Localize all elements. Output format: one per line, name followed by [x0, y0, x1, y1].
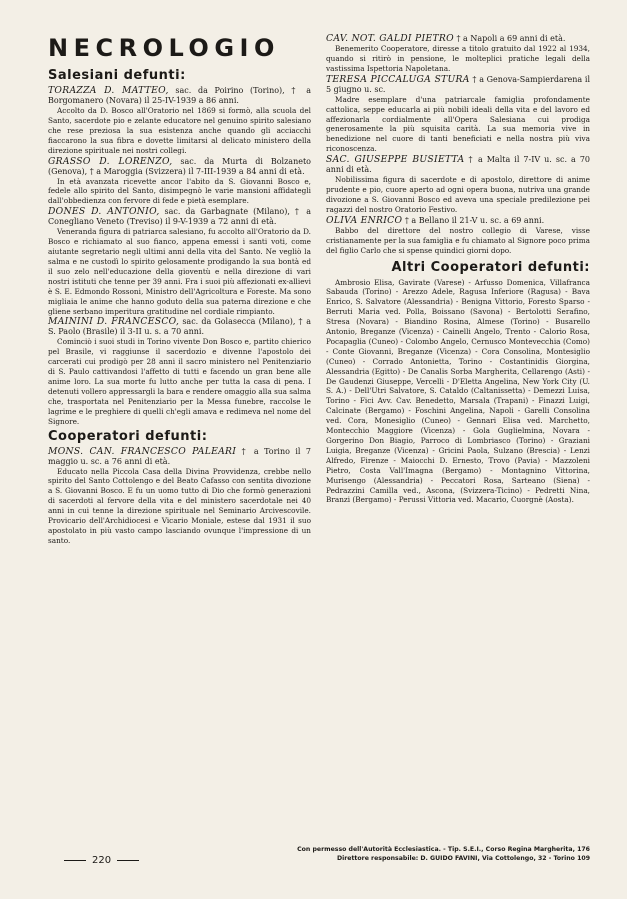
obituary-dates: sac. da Garbagnate (Milano), † a Conegliano Veneto (Treviso) il 9-V-1939 a 72 anni di età. — [48, 207, 312, 227]
obituary-text: In età avanzata ricevette ancor l'abito da S. Giovanni Bosco e, fedele allo spirito del Santo, disimpegnò le varie mansioni affidategli dall'obbedienza con fervore di fede e pietà esemplare. — [48, 176, 311, 206]
obituary-name: DONES D. ANTONIO, — [48, 206, 160, 218]
obituary-dates: † a Malta il 7-IV u. sc. a 70 anni di età. — [326, 155, 590, 175]
altri-cooperatori-list: Ambrosio Elisa, Gavirate (Varese) - Arfusso Domenica, Villafranca Sabauda (Torino) - Arezzo Adele, Ragusa Inferiore (Ragusa) - Bava Enrico, S. Salvatore (Alessandria) - Benigna Vittorio, Foresto Sparso - Berruti Maria ved. Polla, Boissano (Savona) - Bertolotti Serafino, Stresa (Novara) - Biandino Rosina, Almese (Torino) - Busarello Antonio, Breganze (Vicenza) - Cainelli Angelo, Trento - Calorio Rosa, Pocapaglia (Cuneo) - Colombo Angelo, Cernusco Montevecchia (Como) - Conte Giovanni, Breganze (Vicenza) - Cora Consolina, Montesiglio (Cuneo) - Corrado Antonietta, Torino - Costantinidis Giorgina, Alessandria (Egitto) - De Canalis Sorba Margherita, Cellarengo (Asti) - De Gaudenzi Giuseppe, Vercelli - D'Eletta Angelina, New York City (U. S. A.) - Dell'Utri Salvatore, S. Cataldo (Caltanissetta) - Demezzi Luisa, Torino - Fici Avv. Cav. Benedetto, Marsala (Trapani) - Finazzi Luigi, Calcinate (Bergamo) - Foschini Angelina, Napoli - Garelli Consolina ved. Cora, Monesiglio (Cuneo) - Gennari Elisa ved. Marchetto, Montecchio Maggiore (Vicenza) - Gola Guglielmina, Novara - Gorgerino Don Biagio, Parroco di Lombriasco (Torino) - Graziani Luigia, Breganze (Vicenza) - Gricini Paola, Sulzano (Brescia) - Lenzi Alfredo, Firenze - Maiocchi D. Ernesto, Trovo (Pavia) - Mazzoleni Pietro, Costa Vall'Imagna (Bergamo) - Montagnino Vittorina, Murisengo (Alessandria) - Peccatori Rosa, Sarteano (Siena) - Pedrazzini Camilla ved., Ascona, (Svizzera-Ticino) - Pedretti Nina, Branzi (Bergamo) - Perussi Vittoria ved. Macario, Cuorgnè (Aosta). — [326, 277, 590, 505]
right-column — [326, 34, 590, 505]
obituary-text: Babbo del direttore del nostro collegio di Varese, visse cristianamente per la sua famiglia e fu chiamato al Signore poco prima del figlio Carlo che si spense quindici giorni dopo. — [326, 225, 590, 255]
obituary-dates: sac. da Poirino (Torino), † a Borgomanero (Novara) il 25-IV-1939 a 86 anni. — [48, 86, 311, 105]
obituary-text: Nobilissima figura di sacerdote e di apostolo, direttore di anime prudente e pio, cuore aperto ad ogni opera buona, nutriva una grande divozione a S. Giovanni Bosco ed aveva una speciale predilezione pei ragazzi del nostro Oratorio Festivo. — [326, 175, 590, 214]
obituary-entry — [48, 317, 311, 426]
obituary-entry — [48, 157, 311, 207]
page-number-dash-right — [117, 860, 139, 861]
obituary-name: SAC. GIUSEPPE BUSIETTA — [326, 154, 465, 166]
cooperatori-section-title: Cooperatori defunti: — [48, 428, 208, 444]
obituary-entry — [326, 34, 590, 74]
obituary-text: Veneranda figura di patriarca salesiano, fu accolto all'Oratorio da D. Bosco e richiamato al suo fianco, appena emessi i santi voti, come aiutante segretario negli ultimi anni della vita del Santo. Ne vegliò la salma e ne custodì lo spirito gelosamente prodigando la sua bontà ed il suo zelo nell'educazione della gioventù e nella direzione di vari nostri istituti che tenne per 39 anni. Fra i suoi più affezionati ex-allievi è S. E. Edmondo Rossoni, Ministro dell'Agricoltura e Foreste. Ma sono migliaia le anime che hanno goduto della sua paterna direzione e che gliene serbano imperitura gratitudine nel cordiale rimpianto. — [48, 227, 311, 316]
obituary-text: Madre esemplare d'una patriarcale famiglia profondamente cattolica, seppe educarla ai più nobili ideali della vita e del lavoro ed affezionarla cordialmente all'Opera Salesiana cui prodiga generosamente la più squisita carità. La sua memoria vive in benedizione nel cuore di tanti beneficiati e nella nostra più viva riconoscenza. — [326, 94, 590, 154]
obituary-name: TORAZZA D. MATTEO, — [48, 85, 169, 96]
obituary-dates: sac. da Murta di Bolzaneto (Genova), † a Maroggia (Svizzera) il 7-III-1939 a 84 anni di età. — [48, 156, 311, 176]
obituary-text: Benemerito Cooperatore, diresse a titolo gratuito dal 1922 al 1934, quando si ritirò in pensione, le molteplici pratiche legali della vastissima Ispettoria Napoletana. — [326, 44, 590, 73]
obituary-name: CAV. NOT. GALDI PIETRO — [326, 33, 454, 44]
obituary-name: GRASSO D. LORENZO, — [48, 155, 173, 167]
imprint-permission: Con permesso dell'Autorità Ecclesiastica. - Tip. S.E.I., Corso Regina Margherita, 176 — [297, 846, 590, 853]
altri-cooperatori-title: Altri Cooperatori defunti: — [391, 259, 590, 275]
obituary-name: MAININI D. FRANCESCO, — [48, 316, 180, 328]
obituary-text: Educato nella Piccola Casa della Divina Provvidenza, crebbe nello spirito del Santo Cottolengo e del Beato Cafasso con sentita divozione a S. Giovanni Bosco. E fu un uomo tutto di Dio che formò generazioni di sacerdoti al fervore della vita e del ministero sacerdotale nei 40 anni in cui tenne la direzione spirituale nel Seminario Arcivescovile. Provicario dell'Archidiocesi e Vicario Moniale, estese dal 1931 il suo apostolato in più vasto campo lasciando ovunque l'impressione di un santo. — [48, 466, 311, 545]
obituary-entry — [48, 86, 311, 156]
obituary-entry — [326, 75, 590, 154]
obituary-dates: sac. da Golasecca (Milano), † a S. Paolo (Brasile) il 3-II u. s. a 70 anni. — [48, 317, 311, 337]
page-number-dash-left — [64, 860, 86, 861]
obituary-entry — [326, 216, 590, 256]
page-number-text: 220 — [92, 855, 112, 866]
left-column — [48, 34, 311, 547]
obituary-dates: † a Torino il 7 maggio u. sc. a 76 anni di età. — [48, 446, 311, 466]
obituary-entry — [48, 207, 311, 316]
obituary-dates: † a Genova-Sampierdarena il 5 giugno u. sc. — [326, 74, 590, 94]
obituary-name: OLIVA ENRICO — [326, 214, 403, 226]
masthead-title: NECROLOGIO — [48, 34, 280, 62]
imprint-director: Direttore responsabile: D. GUIDO FAVINI, Via Cottolengo, 32 - Torino 109 — [336, 855, 590, 862]
obituary-text: Accolto da D. Bosco all'Oratorio nel 1869 si formò, alla scuola del Santo, sacerdote pio e zelante educatore nel genuino spirito salesiano che rese preziosa la sua esistenza anche quando gli acciacchi fiaccarono la sua fibra e dovette limitarsi al delicato ministero della direzione spirituale nei nostri collegi. — [48, 106, 311, 155]
obituary-name: MONS. CAN. FRANCESCO PALEARI — [48, 445, 237, 457]
obituary-dates: † a Napoli a 69 anni di età. — [453, 34, 566, 43]
obituary-entry — [326, 155, 590, 215]
salesiani-section-title: Salesiani defunti: — [48, 68, 186, 83]
imprint — [188, 845, 590, 863]
obituary-name: TERESA PICCALUGA STURA — [326, 73, 470, 85]
obituary-entry — [48, 447, 311, 546]
obituary-dates: † a Bellano il 21-V u. sc. a 69 anni. — [402, 215, 545, 225]
page-number — [58, 855, 145, 866]
obituary-text: Cominciò i suoi studi in Torino vivente Don Bosco e, partito chierico pel Brasile, vi raggiunse il sacerdozio e divenne l'apostolo dei carcerati cui prodigò per 28 anni il sacro ministero nel Penitenziario di S. Paulo cattivandosi l'affetto di tutti e facendo un gran bene alle anime loro. La sua morte fu lutto anche per tutta la casa di pena. I detenuti vollero appressargli la bara e rendere omaggio alla sua salma che, trasportata nel Penitenziario per la Messa funebre, raccolse le lagrime e le preghiere di quelli ch'egli amava e redimeva nel nome del Signore. — [48, 337, 311, 426]
